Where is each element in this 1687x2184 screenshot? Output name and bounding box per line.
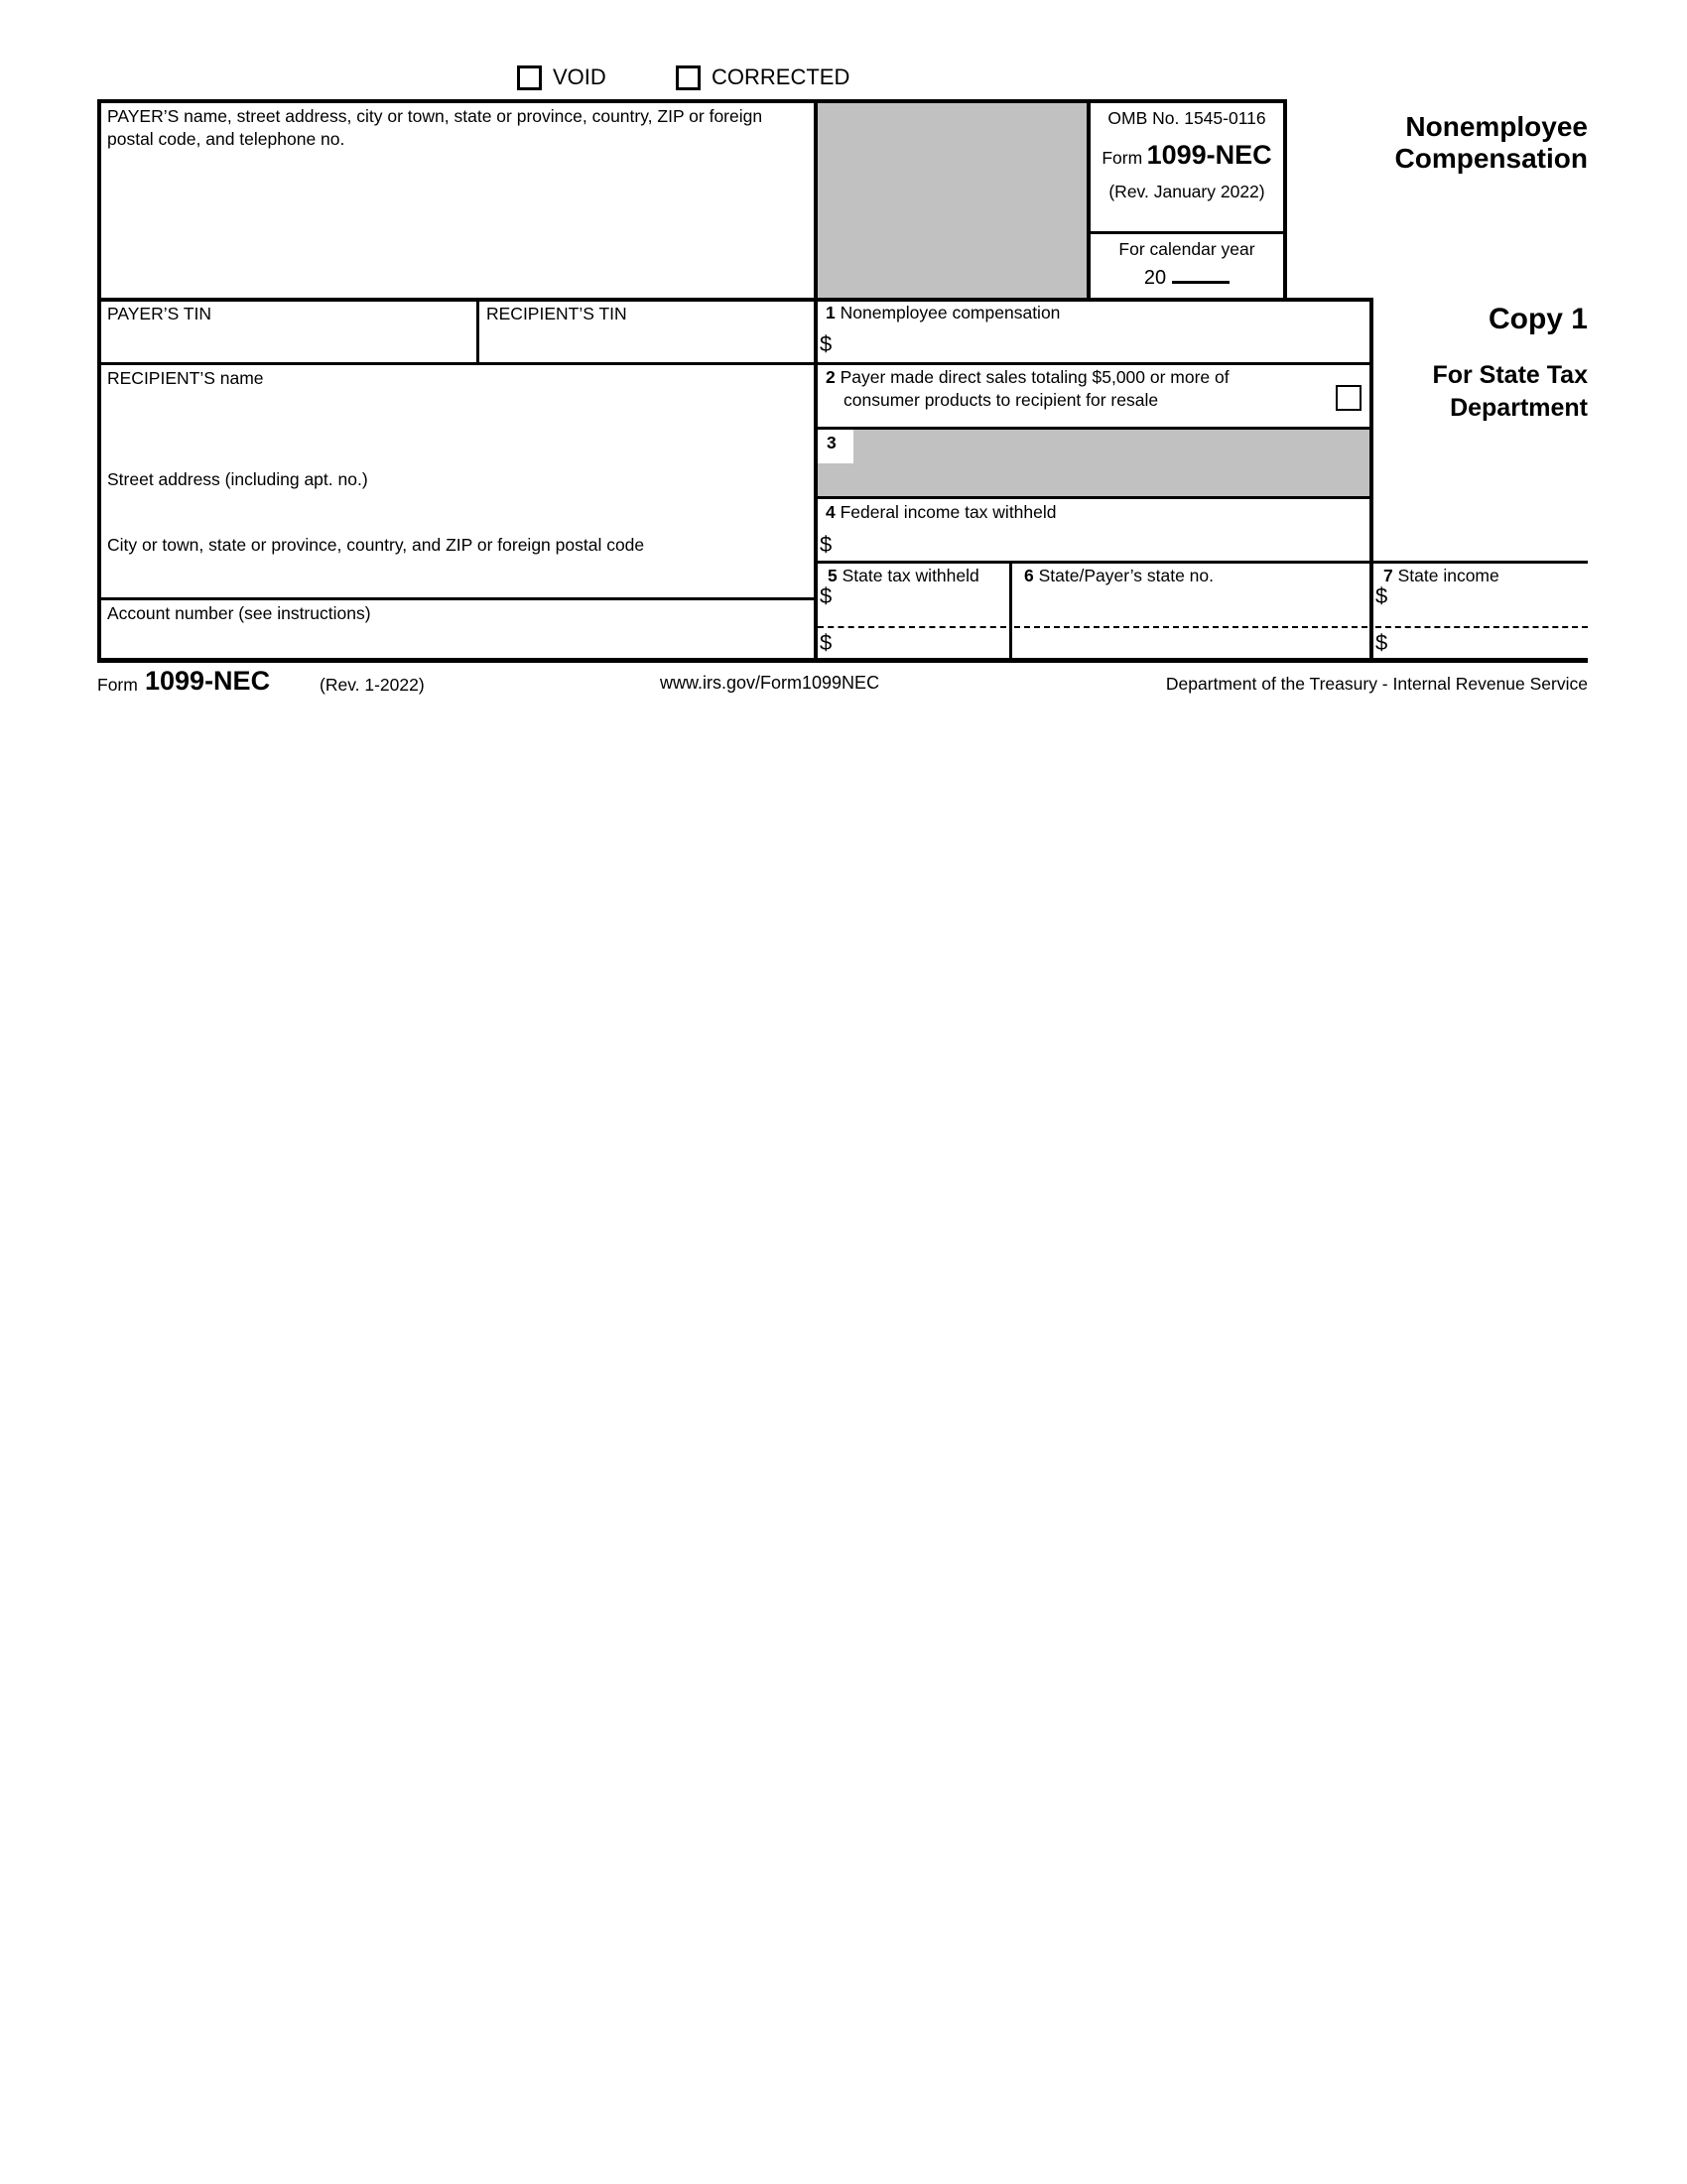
footer-form-word: Form [97,675,138,695]
box7-state-income-field[interactable] [1375,564,1588,658]
box4-label-line [826,501,1057,524]
footer-revision: (Rev. 1-2022) [320,675,425,695]
account-number-label: Account number (see instructions) [107,603,371,623]
copy-for-label [1432,359,1588,424]
street-address-field[interactable] [101,466,814,528]
copy-for-line2: Department [1450,393,1588,422]
footer-form-number: 1099-NEC [145,666,271,696]
box6-label-line [1024,565,1214,587]
box7-dollar-sign-1: $ [1375,583,1388,608]
omb-number: OMB No. 1545-0116 [1107,108,1266,128]
box2-direct-sales-field [818,365,1367,425]
box4-federal-tax-withheld-field[interactable] [818,500,1367,560]
payer-tin-field[interactable] [101,301,474,362]
copy-label: Copy 1 [1488,303,1588,335]
box1-nonemployee-compensation-field[interactable] [818,301,1367,362]
copy-for-line1: For State Tax [1432,361,1588,389]
footer-url[interactable]: www.irs.gov/Form1099NEC [660,673,880,693]
divider [814,427,1373,430]
box1-label-line [826,302,1060,324]
box5-state-tax-withheld-field[interactable] [818,564,1006,658]
recipient-tin-label: RECIPIENT’S TIN [486,304,627,323]
box2-checkbox[interactable] [1336,385,1362,411]
box4-number: 4 [826,502,836,522]
revision-label: (Rev. January 2022) [1108,181,1265,201]
box4-dollar-sign: $ [820,532,833,557]
divider [1087,231,1287,234]
box5-dollar-sign-2: $ [820,630,833,655]
calendar-year-box [1091,238,1283,290]
box3-number: 3 [827,433,837,452]
box2-label-line2: consumer products to recipient for resale [844,390,1159,410]
void-label: VOID [553,64,606,89]
corrected-label: CORRECTED [712,64,850,89]
omb-box [1091,107,1283,203]
divider [1369,298,1373,661]
box1-label: Nonemployee compensation [840,303,1061,322]
box1-dollar-sign: $ [820,331,833,356]
form-title-line1: Nonemployee [1405,111,1588,142]
payer-tin-label: PAYER’S TIN [107,304,212,323]
box6-state-payer-state-no-field[interactable] [1014,564,1367,658]
divider [476,298,479,365]
city-state-zip-label: City or town, state or province, country, and ZIP or foreign postal code [107,535,645,555]
shaded-header-area [816,102,1087,298]
box2-label-l1: Payer made direct sales totaling $5,000 or more of [840,367,1230,387]
form-number-line [1091,140,1283,171]
void-checkbox[interactable] [517,65,542,90]
divider [1009,561,1012,660]
divider [97,658,1588,663]
box3-number-chip [816,429,853,463]
box7-number: 7 [1383,566,1393,585]
form-number: 1099-NEC [1146,139,1272,170]
recipient-name-label: RECIPIENT’S name [107,368,264,388]
box1-number: 1 [826,303,836,322]
recipient-tin-field[interactable] [480,301,812,362]
corrected-checkbox[interactable] [676,65,701,90]
box4-label: Federal income tax withheld [840,502,1057,522]
box5-label: State tax withheld [842,566,979,585]
box5-label-line [828,565,979,587]
divider [1283,99,1287,302]
form-word: Form [1102,147,1143,168]
calendar-year-label: For calendar year [1118,239,1255,259]
calendar-year-prefix: 20 [1143,266,1167,289]
calendar-year-blank[interactable] [1172,263,1230,284]
recipient-name-field[interactable] [101,365,814,464]
box2-number: 2 [826,367,836,387]
box3-shaded-area [816,429,1369,496]
calendar-year-entry[interactable] [1091,263,1283,290]
payer-name-field[interactable] [101,103,814,296]
box2-label-line1 [826,366,1230,389]
box6-label: State/Payer’s state no. [1038,566,1215,585]
box7-label: State income [1397,566,1499,585]
form-title [1395,111,1588,176]
street-address-label: Street address (including apt. no.) [107,469,368,489]
footer-department: Department of the Treasury - Internal Revenue Service [1165,674,1588,694]
box7-dollar-sign-2: $ [1375,630,1388,655]
account-number-field[interactable] [101,600,814,656]
city-state-zip-field[interactable] [101,532,814,595]
box5-number: 5 [828,566,838,585]
divider [814,496,1373,499]
box6-number: 6 [1024,566,1034,585]
box7-label-line [1383,565,1499,587]
form-title-line2: Compensation [1394,143,1588,175]
payer-name-label: PAYER’S name, street address, city or town, state or province, country, ZIP or foreign postal code, and telephone no. [107,106,763,149]
box5-dollar-sign-1: $ [820,583,833,608]
